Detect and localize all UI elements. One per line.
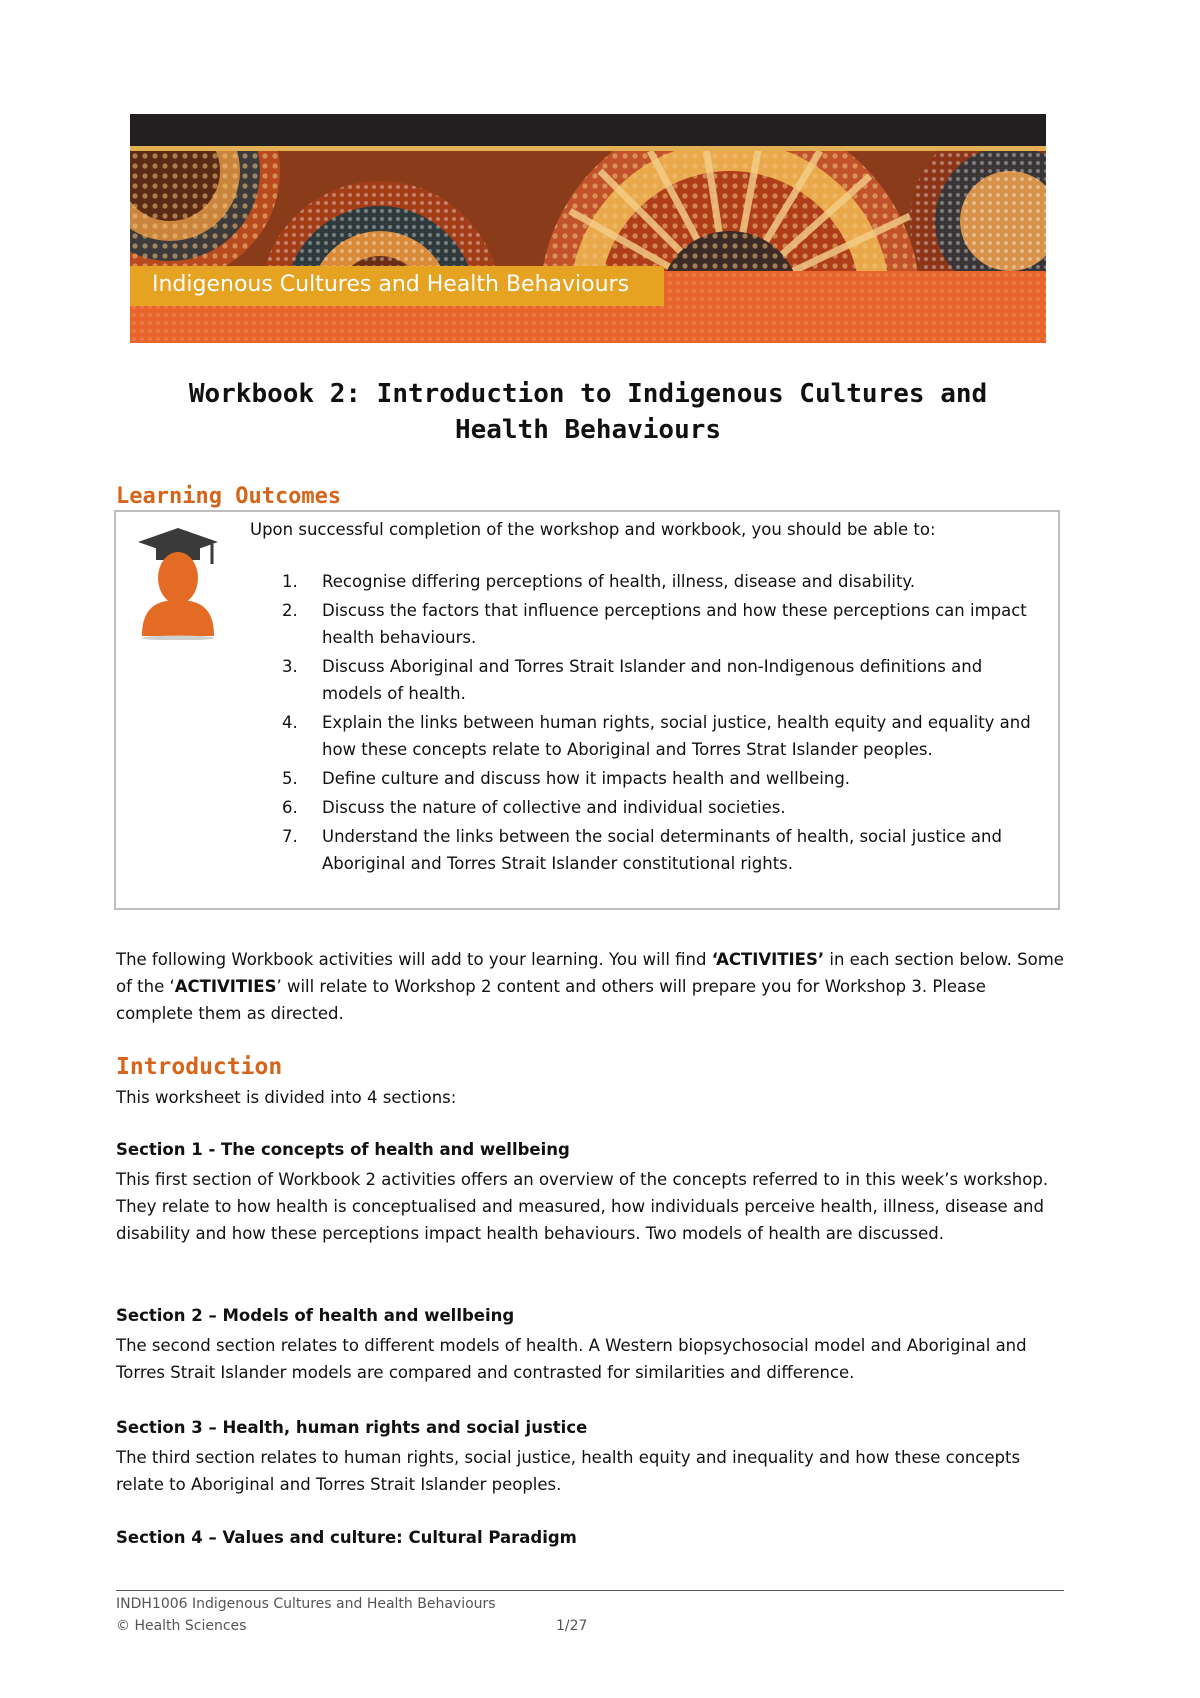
footer-divider bbox=[116, 1590, 1064, 1591]
course-banner bbox=[130, 114, 1046, 343]
footer-copyright: © Health Sciences bbox=[116, 1618, 247, 1634]
list-item: 4. Explain the links between human rights, social justice, health equity and equality and how these concepts relate to Aboriginal and Torres Strat Islander peoples. bbox=[282, 713, 1031, 759]
list-item: 1. Recognise differing perceptions of health, illness, disease and disability. bbox=[282, 572, 916, 591]
introduction-lead: This worksheet is divided into 4 sections: bbox=[116, 1088, 457, 1107]
document-title-line-2: Health Behaviours bbox=[454, 415, 722, 445]
list-item: 5. Define culture and discuss how it impacts health and wellbeing. bbox=[282, 769, 851, 788]
activities-note: The following Workbook activities will add to your learning. You will find ‘ACTIVITIES’ in each section below. Some of the ‘ACTIVITIES’ will relate to Workshop 2 content and others will prepare you for Workshop 3. Please complete them as directed. bbox=[116, 950, 1064, 1023]
section-3-heading: Section 3 – Health, human rights and social justice bbox=[116, 1418, 588, 1437]
list-item: 3. Discuss Aboriginal and Torres Strait Islander and non-Indigenous definitions and models of health. bbox=[282, 657, 983, 703]
learning-outcomes-box bbox=[114, 510, 1060, 910]
learning-outcomes-heading: Learning Outcomes bbox=[116, 484, 342, 509]
footer-page-number: 1/27 bbox=[556, 1618, 588, 1634]
section-3-body: The third section relates to human rights, social justice, health equity and inequality and how these concepts relate to Aboriginal and Torres Strait Islander peoples. bbox=[116, 1448, 1021, 1494]
section-2-body: The second section relates to different models of health. A Western biopsychosocial model and Aboriginal and Torres Strait Islander models are compared and contrasted for similarities and difference. bbox=[116, 1336, 1027, 1382]
document-title bbox=[130, 376, 1046, 448]
banner-top-bar bbox=[130, 114, 1046, 146]
footer-course: INDH1006 Indigenous Cultures and Health Behaviours bbox=[116, 1596, 496, 1612]
learning-outcomes-list bbox=[250, 568, 1040, 879]
section-1-body: This first section of Workbook 2 activities offers an overview of the concepts referred to in this week’s workshop. They relate to how health is conceptualised and measured, how individuals perceive health, illness, disease and disability and how these perceptions impact health behaviours. Two models of health are discussed. bbox=[116, 1170, 1049, 1243]
list-item: 2. Discuss the factors that influence perceptions and how these perceptions can impact health behaviours. bbox=[282, 601, 1027, 647]
introduction-heading: Introduction bbox=[116, 1054, 283, 1080]
list-item: 7. Understand the links between the social determinants of health, social justice and Aboriginal and Torres Strait Islander constitutional rights. bbox=[282, 827, 1002, 873]
graduate-icon bbox=[138, 528, 218, 640]
list-item: 6. Discuss the nature of collective and individual societies. bbox=[282, 798, 786, 817]
learning-outcomes-intro: Upon successful completion of the workshop and workbook, you should be able to: bbox=[250, 520, 936, 539]
section-1-heading: Section 1 - The concepts of health and wellbeing bbox=[116, 1140, 570, 1159]
document-title-line-1: Workbook 2: Introduction to Indigenous Cultures and bbox=[188, 379, 988, 409]
banner-dot-painting-artwork bbox=[130, 151, 1046, 343]
banner-title: Indigenous Cultures and Health Behaviours bbox=[152, 272, 630, 297]
section-2-heading: Section 2 – Models of health and wellbeing bbox=[116, 1306, 515, 1325]
section-4-heading: Section 4 – Values and culture: Cultural Paradigm bbox=[116, 1528, 577, 1547]
